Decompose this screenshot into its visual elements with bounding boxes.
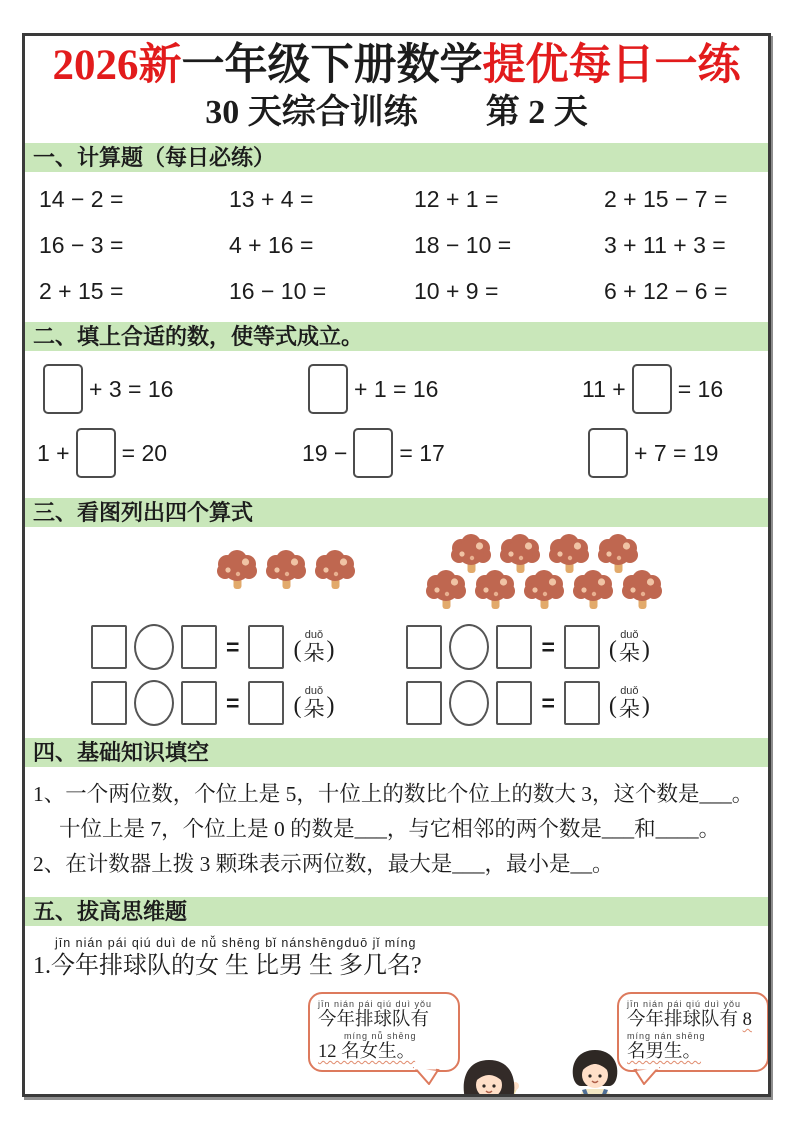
equation-pre: 11 + xyxy=(582,375,626,402)
answer-box[interactable] xyxy=(588,428,628,478)
word-problem-question: 1.今年排球队的女 生 比男 生 多几名? xyxy=(33,953,422,979)
answer-box[interactable] xyxy=(43,364,83,414)
equation-post: + 1 = 16 xyxy=(354,375,439,402)
calc-problem: 18 − 10 = xyxy=(414,232,512,258)
title-red-suffix: 提优每日一练 xyxy=(482,42,741,89)
unit-pinyin: duǒ xyxy=(620,629,639,641)
equals-sign: = xyxy=(541,633,555,660)
girl-character xyxy=(449,1056,529,1097)
section3-heading: 三、看图列出四个算式 xyxy=(25,497,768,527)
mushroom-icon xyxy=(312,549,359,591)
calc-problem-grid xyxy=(25,172,768,313)
bubble-tail xyxy=(412,1067,440,1085)
speech-bubble-right xyxy=(617,992,769,1072)
fill-equation xyxy=(302,363,582,415)
equation-column-left xyxy=(91,623,334,727)
unit-char: 朵 xyxy=(303,697,325,721)
operator-circle[interactable] xyxy=(449,680,489,726)
knowledge-fill-blanks xyxy=(25,767,768,888)
unit-char: 朵 xyxy=(618,697,640,721)
mushroom-group-left xyxy=(213,533,360,591)
boy-character xyxy=(555,1048,635,1097)
operand-box[interactable] xyxy=(181,681,217,725)
bubble-text: 今年排球队有 xyxy=(318,1010,430,1030)
speech-bubble-left xyxy=(308,992,460,1072)
equation-post: = 17 xyxy=(399,439,445,466)
unit-label: ( duǒ 朵 ) xyxy=(608,629,650,665)
equals-sign: = xyxy=(226,633,240,660)
result-box[interactable] xyxy=(564,625,600,669)
equation-post: + 7 = 19 xyxy=(634,439,719,466)
calc-problem: 2 + 15 − 7 = xyxy=(604,186,728,212)
operator-circle[interactable] xyxy=(134,624,174,670)
equals-sign: = xyxy=(541,689,555,716)
calc-problem: 4 + 16 = xyxy=(229,232,314,258)
calc-problem: 10 + 9 = xyxy=(414,278,499,304)
equation-row xyxy=(406,623,649,671)
equation-row xyxy=(406,679,649,727)
fill-equation xyxy=(582,363,768,415)
mushroom-picture xyxy=(25,527,768,619)
fill-equation xyxy=(582,427,768,479)
unit-pinyin: duǒ xyxy=(304,685,324,697)
operand-box[interactable] xyxy=(496,681,532,725)
title-black-part: 一年级下册数学 xyxy=(181,42,483,89)
calc-problem: 13 + 4 = xyxy=(229,186,314,212)
bubble-pinyin: jīn nián pái qiú duì yǒu xyxy=(318,999,433,1009)
equation-row xyxy=(91,679,334,727)
equation-post: + 3 = 16 xyxy=(89,375,174,402)
fill-equation xyxy=(302,427,582,479)
bubble-text: 名男生。 xyxy=(627,1042,702,1062)
operand-box[interactable] xyxy=(181,625,217,669)
unit-char: 朵 xyxy=(303,641,325,665)
mushroom-icon xyxy=(521,569,568,611)
equals-sign: = xyxy=(226,689,240,716)
illustration-scene xyxy=(25,990,768,1097)
operand-box[interactable] xyxy=(406,681,442,725)
mushroom-icon xyxy=(214,549,261,591)
title-red-prefix: 2026新 xyxy=(52,42,182,89)
section2-heading: 二、填上合适的数，使等式成立。 xyxy=(25,321,768,351)
answer-box[interactable] xyxy=(353,428,393,478)
fill-equation-grid xyxy=(25,351,768,489)
equation-row xyxy=(91,623,334,671)
bubble-number: 8 xyxy=(742,1010,752,1030)
equation-pre: 1 + xyxy=(37,439,70,466)
mushroom-icon xyxy=(619,569,666,611)
section4-heading: 四、基础知识填空 xyxy=(25,737,768,767)
operand-box[interactable] xyxy=(91,625,127,669)
mushroom-icon xyxy=(472,569,519,611)
bubble-pinyin: míng nǚ shēng xyxy=(344,1031,417,1041)
answer-box[interactable] xyxy=(632,364,672,414)
unit-label: ( duǒ 朵 ) xyxy=(293,629,335,665)
mushroom-icon xyxy=(263,549,310,591)
unit-label: ( duǒ 朵 ) xyxy=(608,685,650,721)
fill-equation xyxy=(37,427,302,479)
unit-label: ( duǒ 朵 ) xyxy=(293,685,335,721)
result-box[interactable] xyxy=(564,681,600,725)
bubble-pinyin: míng nán shēng xyxy=(627,1031,706,1041)
equation-pre: 19 − xyxy=(302,439,348,466)
calc-problem: 6 + 12 − 6 = xyxy=(604,278,728,304)
calc-problem: 16 − 3 = xyxy=(39,232,124,258)
fill-blank-line: 十位上是 7，个位上是 0 的数是___，与它相邻的两个数是___和____。 xyxy=(59,817,721,841)
result-box[interactable] xyxy=(248,625,284,669)
page-title xyxy=(25,40,768,92)
calc-problem: 2 + 15 = xyxy=(39,278,124,304)
fill-equation xyxy=(37,363,302,415)
page-subtitle: 30 天综合训练 第 2 天 xyxy=(205,94,588,131)
worksheet-frame xyxy=(22,33,771,1097)
unit-pinyin: duǒ xyxy=(620,685,639,697)
section5-heading: 五、拔高思维题 xyxy=(25,896,768,926)
calc-problem: 12 + 1 = xyxy=(414,186,499,212)
calc-problem: 14 − 2 = xyxy=(39,186,124,212)
mushroom-icon xyxy=(570,569,617,611)
answer-box[interactable] xyxy=(76,428,116,478)
bubble-text: 12 名女生。 xyxy=(318,1042,416,1062)
bubble-pinyin: jīn nián pái qiú duì yǒu xyxy=(627,999,742,1009)
section1-heading: 一、计算题（每日必练） xyxy=(25,142,768,172)
equation-post: = 16 xyxy=(677,375,724,402)
operator-circle[interactable] xyxy=(134,680,174,726)
equation-post: = 20 xyxy=(121,439,168,466)
unit-pinyin: duǒ xyxy=(304,629,324,641)
operand-box[interactable] xyxy=(496,625,532,669)
operator-circle[interactable] xyxy=(449,624,489,670)
unit-char: 朵 xyxy=(618,641,640,665)
bubble-tail xyxy=(633,1067,661,1085)
fill-blank-line: 1、一个两位数，个位上是 5，十位上的数比个位上的数大 3，这个数是___。 xyxy=(33,782,754,806)
bubble-text: 今年排球队有 8 xyxy=(627,1010,752,1030)
equation-column-right xyxy=(406,623,649,727)
mushroom-group-right xyxy=(422,533,667,611)
calc-problem: 3 + 11 + 3 = xyxy=(604,232,726,258)
fill-blank-line: 2、在计数器上拨 3 颗珠表示两位数，最大是___，最小是__。 xyxy=(33,852,614,876)
calc-problem: 16 − 10 = xyxy=(229,278,327,304)
answer-box[interactable] xyxy=(308,364,348,414)
equation-writing-area xyxy=(25,619,768,729)
operand-box[interactable] xyxy=(406,625,442,669)
question-pinyin: jīn nián pái qiú duì de nǚ shēng bǐ nánshēngduō jǐ míng xyxy=(55,936,417,950)
mushroom-icon xyxy=(423,569,470,611)
result-box[interactable] xyxy=(248,681,284,725)
operand-box[interactable] xyxy=(91,681,127,725)
